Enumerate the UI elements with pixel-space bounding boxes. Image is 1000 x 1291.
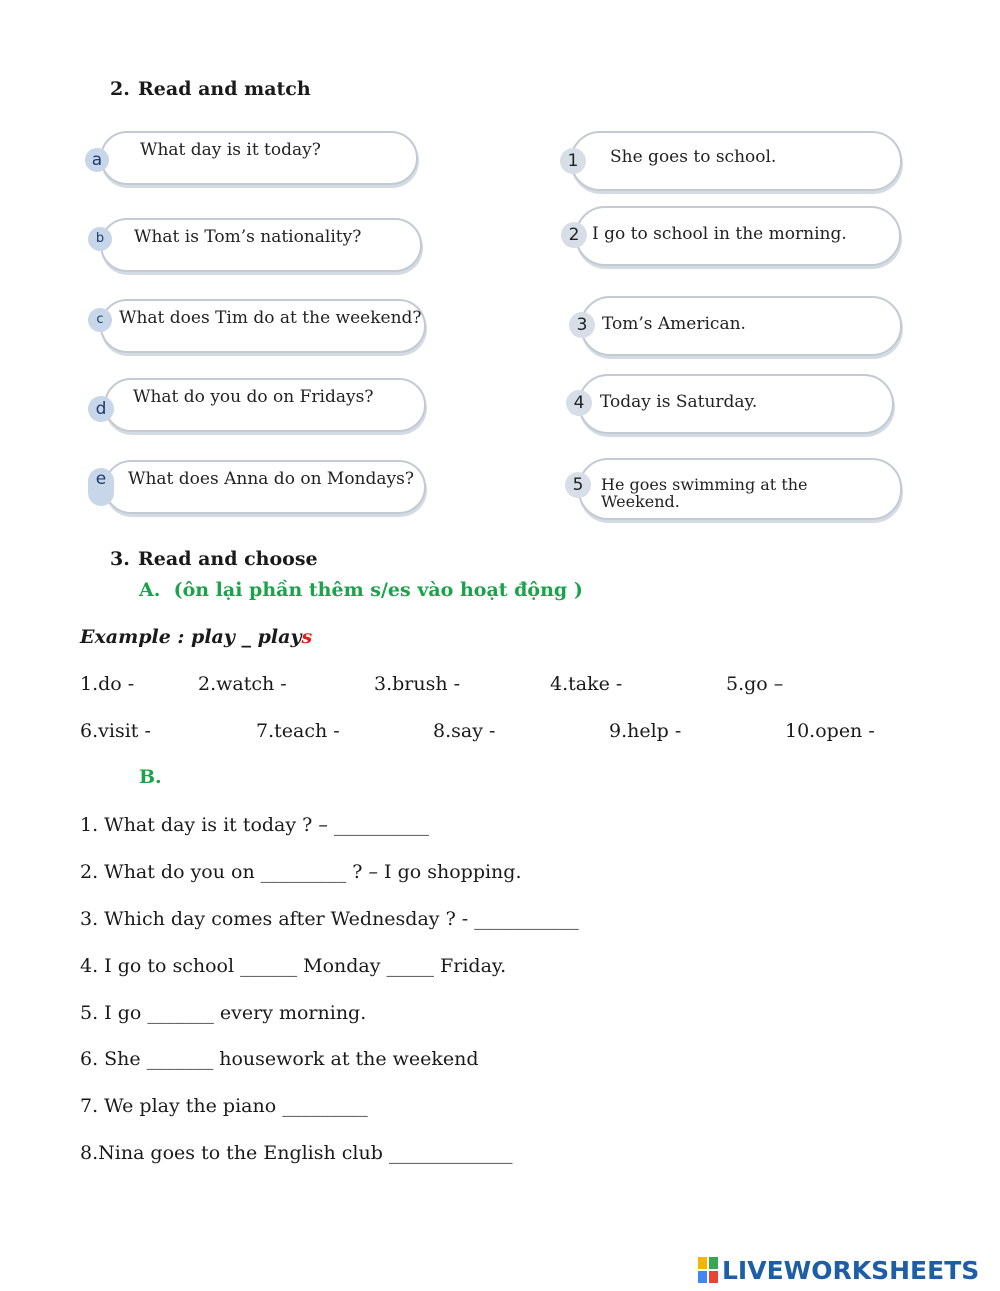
question-text: What does Anna do on Mondays? xyxy=(128,469,414,489)
logo-block xyxy=(709,1271,718,1283)
logo-block xyxy=(698,1257,707,1269)
part-a-label: A. xyxy=(139,579,161,601)
verb-item: 5.go – xyxy=(726,673,784,695)
answer-text-line1: He goes swimming at the xyxy=(601,475,808,494)
section-number: 3. xyxy=(110,548,130,570)
verb-item: 8.say - xyxy=(433,720,496,742)
question-letter-badge: b xyxy=(88,227,112,251)
example-prefix: Example : play _ play xyxy=(80,626,302,648)
example-line xyxy=(80,626,312,648)
answer-text-line2: Weekend. xyxy=(601,492,680,511)
section-title: Read and match xyxy=(138,78,311,100)
answer-number-badge: 4 xyxy=(566,390,592,416)
verb-item: 2.watch - xyxy=(198,673,287,695)
question-bubble-d xyxy=(104,378,426,432)
answer-bubble-1 xyxy=(570,131,902,191)
answer-text: Tom’s American. xyxy=(602,314,746,334)
verb-item: 4.take - xyxy=(550,673,623,695)
part-a-heading xyxy=(139,579,583,601)
question-text: What is Tom’s nationality? xyxy=(134,227,362,247)
verb-item: 7.teach - xyxy=(256,720,340,742)
question-text: What do you do on Fridays? xyxy=(133,387,374,407)
section-number: 2. xyxy=(110,78,130,100)
question-letter-badge: a xyxy=(85,148,109,172)
answer-number-badge: 1 xyxy=(560,148,586,174)
question-bubble-e xyxy=(104,460,426,514)
answer-number-badge: 5 xyxy=(565,472,591,498)
exercise-line: 8.Nina goes to the English club _____________ xyxy=(80,1142,513,1164)
verb-item: 10.open - xyxy=(785,720,875,742)
answer-text: She goes to school. xyxy=(610,147,777,167)
verb-item: 9.help - xyxy=(609,720,682,742)
answer-text xyxy=(601,476,808,510)
verb-item: 6.visit - xyxy=(80,720,151,742)
exercise-line: 7. We play the piano _________ xyxy=(80,1095,368,1117)
answer-number-badge: 2 xyxy=(561,222,587,248)
part-b-label: B. xyxy=(139,766,162,788)
part-a-text: (ôn lại phần thêm s/es vào hoạt động ) xyxy=(173,579,583,601)
answer-text: Today is Saturday. xyxy=(600,392,758,412)
exercise-line: 5. I go _______ every morning. xyxy=(80,1002,367,1024)
example-suffix: s xyxy=(301,626,313,648)
question-letter-badge: e xyxy=(88,468,114,506)
exercise-line: 1. What day is it today ? – __________ xyxy=(80,814,429,836)
logo-block xyxy=(698,1271,707,1283)
liveworksheets-logo xyxy=(698,1256,979,1284)
question-bubble-a xyxy=(100,131,418,185)
exercise-line: 2. What do you on _________ ? – I go shopping. xyxy=(80,861,522,883)
answer-bubble-3 xyxy=(580,296,902,356)
logo-blocks-icon xyxy=(698,1257,718,1283)
question-bubble-c xyxy=(100,299,426,353)
verb-item: 1.do - xyxy=(80,673,135,695)
question-bubble-b xyxy=(100,218,422,272)
exercise-line: 4. I go to school ______ Monday _____ Friday. xyxy=(80,955,507,977)
question-letter-badge: c xyxy=(88,308,112,332)
section-3-heading xyxy=(110,548,318,570)
verb-item: 3.brush - xyxy=(374,673,461,695)
section-title: Read and choose xyxy=(138,548,318,570)
exercise-line: 3. Which day comes after Wednesday ? - ___________ xyxy=(80,908,579,930)
question-letter-badge: d xyxy=(88,396,114,422)
answer-bubble-5 xyxy=(578,458,902,520)
exercise-line: 6. She _______ housework at the weekend xyxy=(80,1048,479,1070)
answer-number-badge: 3 xyxy=(569,312,595,338)
section-2-heading xyxy=(110,78,311,100)
answer-bubble-4 xyxy=(578,374,894,434)
question-text: What day is it today? xyxy=(140,140,321,160)
answer-text: I go to school in the morning. xyxy=(592,224,847,244)
logo-block xyxy=(709,1257,718,1269)
question-text: What does Tim do at the weekend? xyxy=(119,308,422,328)
answer-bubble-2 xyxy=(575,206,901,266)
logo-wordmark: LIVEWORKSHEETS xyxy=(722,1255,980,1285)
